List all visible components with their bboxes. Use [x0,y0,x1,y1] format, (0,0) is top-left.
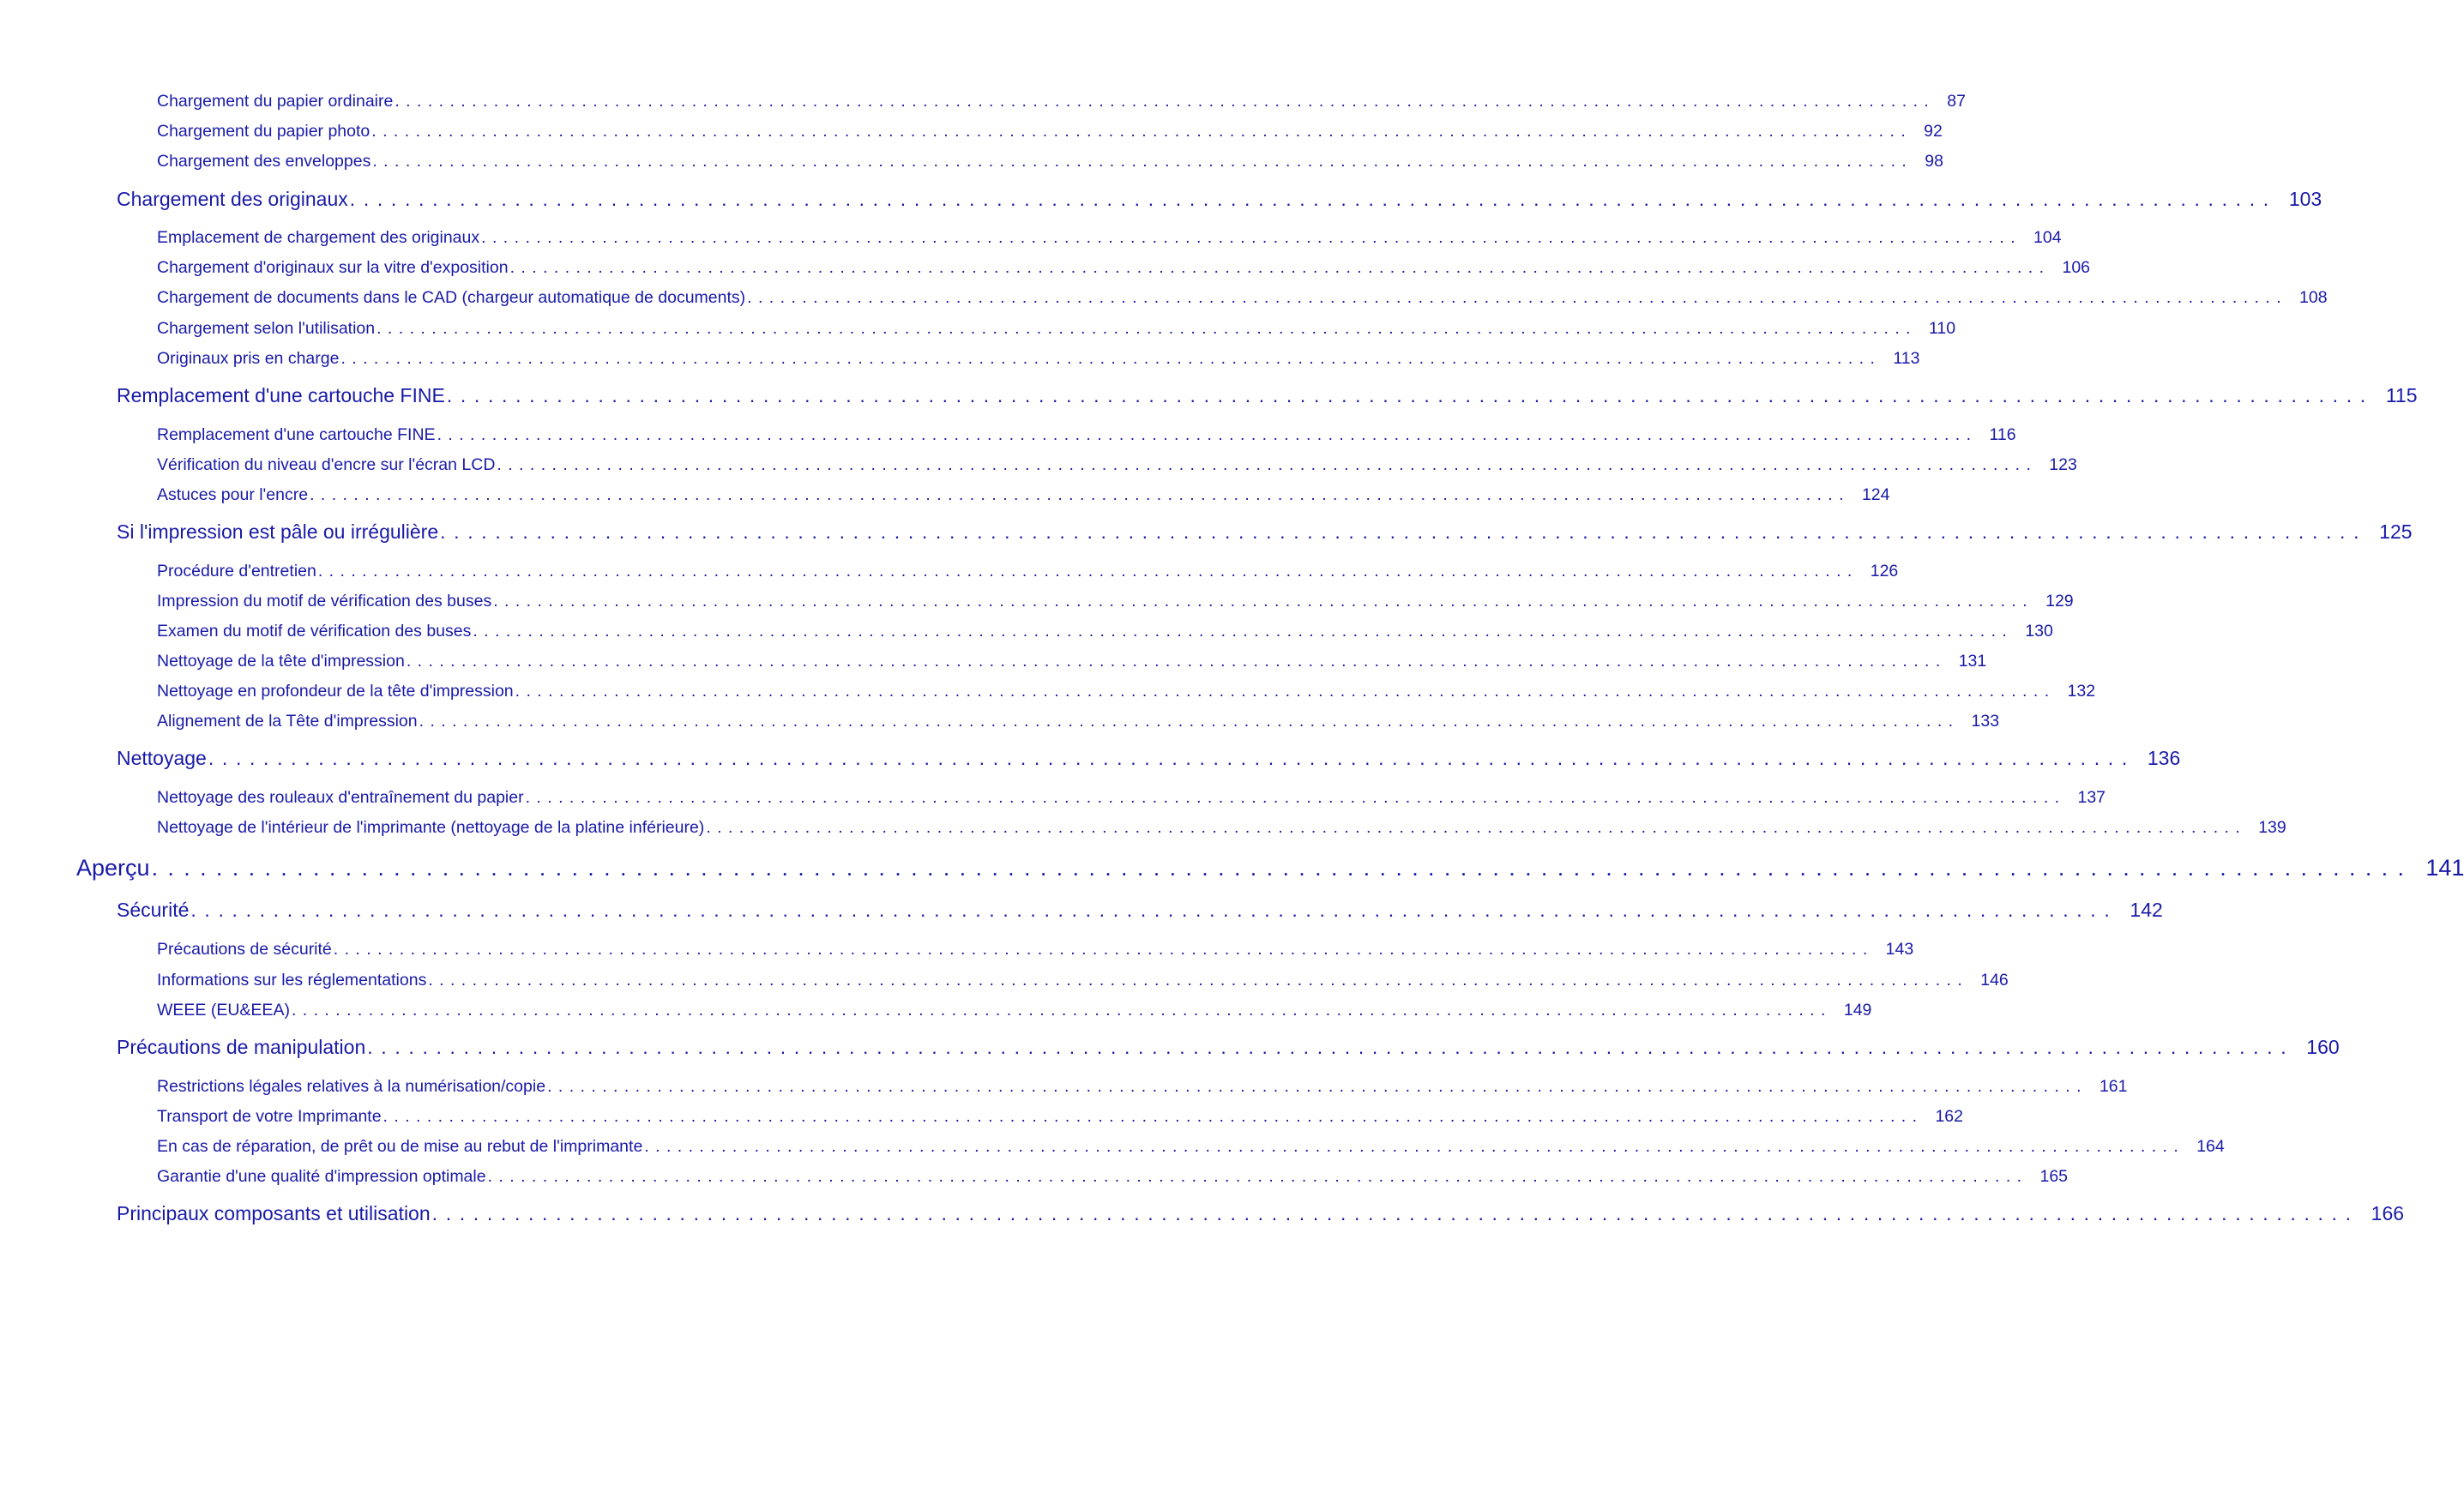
toc-entry-title: Remplacement d'une cartouche FINE [117,384,445,406]
dot-leader: ............................................................................................................................................ [372,152,1913,171]
toc-entry-level2-restrictions-legales-relatives-a-la-nume[interactable] [157,1075,2128,1098]
toc-page-number: 126 [1870,562,1899,581]
toc-page-number: 131 [1958,652,1987,671]
toc-entry-title: En cas de réparation, de prêt ou de mise au rebut de l'imprimante [157,1137,643,1156]
toc-entry-level1-securite[interactable] [117,897,2163,923]
toc-page-number: 92 [1924,122,1943,141]
dot-leader: ............................................................................................................................................ [497,455,2038,474]
toc-entry-title: WEEE (EU&EEA) [157,1001,290,1020]
toc-entry-title: Chargement des enveloppes [157,152,371,171]
dot-leader: ............................................................................................................................................ [406,652,1947,671]
dot-leader: ............................................................................................................................................ [349,188,2277,210]
toc-entry-title: Vérification du niveau d'encre sur l'écran LCD [157,455,496,474]
toc-page-number: 108 [2299,288,2328,307]
toc-entry-level2-nettoyage-des-rouleaux-d-entrainement-du[interactable] [157,786,2106,809]
toc-entry-level2-chargement-d-originaux-sur-la-vitre-d-ex[interactable] [157,256,2091,279]
toc-entry-level2-emplacement-de-chargement-des-originaux[interactable] [157,226,2062,249]
toc-entry-level1-chargement-des-originaux[interactable] [117,186,2322,212]
toc-entry-level2-chargement-de-documents-dans-le-cad-char[interactable] [157,286,2328,309]
toc-entry-title: Chargement du papier photo [157,122,371,141]
toc-page-number: 149 [1843,1001,1872,1020]
dot-leader: ............................................................................................................................................ [525,788,2066,807]
toc-entry-title: Originaux pris en charge [157,349,340,368]
toc-page-number: 139 [2258,818,2286,837]
toc-entry-level2-chargement-du-papier-ordinaire[interactable] [157,90,1966,112]
dot-leader: ............................................................................................................................................ [428,971,1969,990]
toc-entry-level2-nettoyage-en-profondeur-de-la-tete-d-imp[interactable] [157,680,2096,702]
dot-leader: ............................................................................................................................................ [367,1036,2295,1058]
toc-entry-title: Procédure d'entretien [157,562,316,581]
toc-entry-level2-alignement-de-la-tete-d-impression[interactable] [157,710,2000,732]
toc-entry-level2-chargement-des-enveloppes[interactable] [157,150,1943,172]
toc-page-number: 125 [2379,520,2413,543]
toc-entry-level2-nettoyage-de-la-tete-d-impression[interactable] [157,650,1987,672]
toc-entry-title: Principaux composants et utilisation [117,1202,431,1224]
toc-entry-title: Emplacement de chargement des originaux [157,228,480,247]
toc-entry-level1-precautions-de-manipulation[interactable] [117,1034,2340,1060]
dot-leader: ............................................................................................................................................ [317,562,1859,581]
toc-entry-level2-chargement-du-papier-photo[interactable] [157,120,1943,142]
dot-leader: ............................................................................................................................................ [515,682,2056,701]
toc-entry-title: Sécurité [117,899,190,921]
toc-entry-title: Alignement de la Tête d'impression [157,712,418,731]
dot-leader: ............................................................................................................................................ [190,899,2118,921]
toc-entry-title: Restrictions légales relatives à la numérisation/copie [157,1077,546,1096]
dot-leader: ............................................................................................................................................ [383,1107,1924,1126]
toc-entry-level2-remplacement-d-une-cartouche-fine[interactable] [157,424,2016,446]
toc-page-number: 98 [1925,152,1943,171]
toc-page-number: 103 [2288,188,2322,210]
toc-entry-title: Garantie d'une qualité d'impression optimale [157,1167,486,1186]
toc-entry-level2-examen-du-motif-de-verification-des-buse[interactable] [157,620,2053,642]
toc-page-number: 124 [1861,485,1890,504]
dot-leader: ............................................................................................................................................ [371,122,1913,141]
dot-leader: ............................................................................................................................................ [291,1001,1832,1020]
dot-leader: ............................................................................................................................................ [333,940,1874,959]
toc-entry-level2-nettoyage-de-l-interieur-de-l-imprimante[interactable] [157,816,2286,839]
toc-page-number: 161 [2099,1077,2128,1096]
toc-entry-title: Nettoyage [117,747,207,769]
dot-leader: ............................................................................................................................................ [706,818,2247,837]
toc-entry-title: Précautions de manipulation [117,1036,366,1058]
toc-page-number: 130 [2025,622,2053,641]
toc-entry-level2-chargement-selon-l-utilisation[interactable] [157,317,1956,340]
dot-leader: ............................................................................................................................................ [340,349,1882,368]
toc-page-number: 110 [1929,319,1956,338]
dot-leader: ............................................................................................................................................ [377,319,1917,338]
toc-page-number: 123 [2049,455,2077,474]
toc-entry-level2-garantie-d-une-qualite-d-impression-opti[interactable] [157,1165,2069,1188]
dot-leader: ............................................................................................................................................ [419,712,1960,731]
toc-entry-title: Si l'impression est pâle ou irrégulière [117,520,439,543]
toc-entry-title: Nettoyage en profondeur de la tête d'impression [157,682,514,701]
toc-entry-level1-nettoyage[interactable] [117,745,2181,771]
dot-leader: ............................................................................................................................................ [481,228,2022,247]
toc-entry-title: Nettoyage des rouleaux d'entraînement du papier [157,788,524,807]
dot-leader: ............................................................................................................................................ [208,747,2136,769]
toc-page-number: 165 [2039,1167,2069,1186]
toc-page-number: 133 [1971,712,2000,731]
toc-entry-title: Remplacement d'une cartouche FINE [157,425,436,444]
toc-entry-level2-astuces-pour-l-encre[interactable] [157,484,1890,506]
toc-page-number: 162 [1935,1107,1963,1126]
dot-leader: ............................................................................................................................................ [395,92,1936,111]
toc-entry-title: Chargement selon l'utilisation [157,319,376,338]
dot-leader: ............................................................................................................................................ [487,1167,2028,1186]
toc-page-number: 87 [1947,92,1966,111]
toc-entry-level2-impression-du-motif-de-verification-des-[interactable] [157,590,2074,612]
dot-leader: ............................................................................................................................................ [440,520,2368,543]
toc-entry-level2-procedure-d-entretien[interactable] [157,560,1899,582]
toc-entry-level0-apercu[interactable] [76,853,2464,882]
toc-entry-title: Chargement d'originaux sur la vitre d'exposition [157,258,509,277]
toc-entry-title: Impression du motif de vérification des buses [157,592,492,611]
dot-leader: ............................................................................................................................................ [446,384,2374,406]
toc-entry-level1-remplacement-d-une-cartouche-fine[interactable] [117,382,2418,408]
toc-page-number: 137 [2077,788,2106,807]
toc-page-number: 132 [2067,682,2096,701]
toc-entry-title: Chargement de documents dans le CAD (chargeur automatique de documents) [157,288,746,307]
toc-entry-level1-principaux-composants-et-utilisation[interactable] [117,1200,2405,1226]
toc-entry-title: Astuces pour l'encre [157,485,309,504]
toc-page-number: 141 [2425,855,2464,881]
dot-leader: ............................................................................................................................................ [431,1202,2359,1224]
dot-leader: ............................................................................................................................................ [509,258,2051,277]
toc-page-number: 136 [2147,747,2181,769]
toc-page-number: 142 [2130,899,2163,921]
toc-entry-level2-verification-du-niveau-d-encre-sur-l-ecr[interactable] [157,454,2077,476]
toc-entry-level2-informations-sur-les-reglementations[interactable] [157,969,2009,991]
toc-page-number: 143 [1885,940,1914,959]
toc-page-number: 164 [2196,1137,2225,1156]
dot-leader: ............................................................................................................................................ [473,622,2014,641]
toc-entry-level2-originaux-pris-en-charge[interactable] [157,347,1920,370]
toc-entry-level2-precautions-de-securite[interactable] [157,938,1914,960]
toc-entry-title: Examen du motif de vérification des buses [157,622,472,641]
toc-entry-title: Précautions de sécurité [157,940,332,959]
toc-page-number: 113 [1893,349,1920,368]
toc-page-number: 166 [2371,1202,2405,1224]
toc-entry-level2-en-cas-de-reparation-de-pret-ou-de-mise-[interactable] [157,1135,2225,1158]
dot-leader: ............................................................................................................................................ [437,425,1978,444]
dot-leader: ............................................................................................................................................ [151,855,2414,881]
toc-entry-level1-si-l-impression-est-pale-ou-irreguliere[interactable] [117,519,2413,544]
toc-page-number: 104 [2033,228,2062,247]
toc-entry-title: Nettoyage de la tête d'impression [157,652,405,671]
toc-entry-title: Chargement des originaux [117,188,348,210]
toc-page-number: 106 [2062,258,2091,277]
toc-page-number: 146 [1980,971,2009,990]
dot-leader: ............................................................................................................................................ [310,485,1850,504]
toc-page-number: 115 [2385,384,2418,406]
toc-page-number: 129 [2045,592,2074,611]
dot-leader: ............................................................................................................................................ [547,1077,2087,1096]
toc-entry-title: Nettoyage de l'intérieur de l'imprimante (nettoyage de la platine inférieure) [157,818,705,837]
toc-page-number: 116 [1989,425,2016,444]
toc-entry-title: Informations sur les réglementations [157,971,427,990]
dot-leader: ............................................................................................................................................ [644,1137,2185,1156]
toc-entry-level2-weee-eu-eea[interactable] [157,999,1872,1021]
toc-page-number: 160 [2306,1036,2340,1058]
toc-entry-title: Transport de votre Imprimante [157,1107,382,1126]
dot-leader: ............................................................................................................................................ [747,288,2288,307]
toc-entry-level2-transport-de-votre-imprimante[interactable] [157,1105,1963,1128]
dot-leader: ............................................................................................................................................ [493,592,2034,611]
toc-entry-title: Chargement du papier ordinaire [157,92,394,111]
toc-entry-title: Aperçu [76,855,150,881]
